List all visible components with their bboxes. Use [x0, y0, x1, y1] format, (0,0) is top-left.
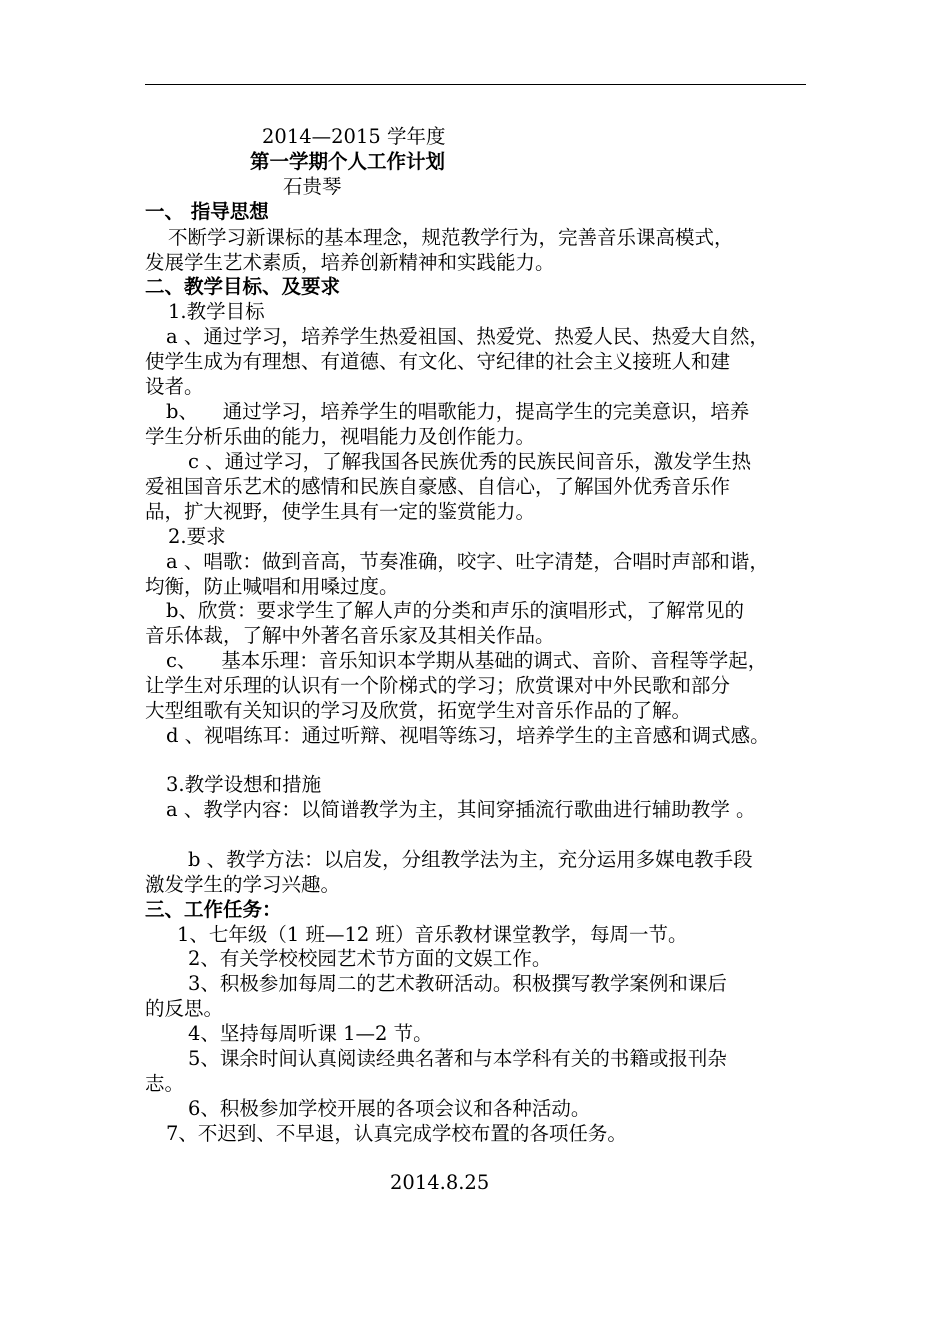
task-item: 7、不迟到、不早退，认真完成学校布置的各项任务。	[166, 1122, 627, 1145]
document-date: 2014.8.25	[390, 1171, 490, 1194]
paragraph-line: 不断学习新课标的基本理念，规范教学行为，完善音乐课高模式，	[168, 226, 734, 249]
task-item: 志。	[145, 1072, 185, 1095]
subsection-heading: 3.教学设想和措施	[166, 773, 322, 796]
section-3-heading: 三、工作任务：	[145, 898, 282, 921]
paragraph-line: c 、通过学习，了解我国各民族优秀的民族民间音乐，激发学生热	[188, 450, 752, 473]
paragraph-line: 学生分析乐曲的能力，视唱能力及创作能力。	[145, 425, 536, 448]
author-name: 石贵琴	[283, 175, 342, 198]
academic-year: 2014—2015 学年度	[262, 125, 446, 148]
paragraph-line: 让学生对乐理的认识有一个阶梯式的学习；欣赏课对中外民歌和部分	[145, 674, 731, 697]
paragraph-line: 大型组歌有关知识的学习及欣赏，拓宽学生对音乐作品的了解。	[145, 699, 692, 722]
task-item: 3、积极参加每周二的艺术教研活动。积极撰写教学案例和课后	[188, 972, 727, 995]
paragraph-line: a 、通过学习，培养学生热爱祖国、热爱党、热爱人民、热爱大自然，	[166, 325, 769, 348]
task-item: 的反思。	[145, 997, 224, 1020]
task-item: 1、七年级（1 班—12 班）音乐教材课堂教学，每周一节。	[177, 923, 688, 946]
paragraph-line: 爱祖国音乐艺术的感情和民族自豪感、自信心，了解国外优秀音乐作	[145, 475, 731, 498]
subsection-heading: 1.教学目标	[168, 300, 265, 323]
paragraph-line: 品，扩大视野，使学生具有一定的鉴赏能力。	[145, 500, 536, 523]
subsection-heading: 2.要求	[168, 525, 226, 548]
task-item: 4、坚持每周听课 1—2 节。	[188, 1022, 433, 1045]
task-item: 6、积极参加学校开展的各项会议和各种活动。	[188, 1097, 591, 1120]
paragraph-line: d 、视唱练耳：通过听辩、视唱等练习，培养学生的主音感和调式感。	[166, 724, 770, 747]
paragraph-line: c、 基本乐理：音乐知识本学期从基础的调式、音阶、音程等学起，	[166, 649, 768, 672]
paragraph-line: 均衡，防止喊唱和用嗓过度。	[145, 575, 399, 598]
paragraph-line: a 、教学内容：以简谱教学为主，其间穿插流行歌曲进行辅助教学 。	[166, 798, 756, 821]
section-2-heading: 二、教学目标、及要求	[145, 275, 341, 298]
paragraph-line: 音乐体裁，了解中外著名音乐家及其相关作品。	[145, 624, 555, 647]
paragraph-line: a 、唱歌：做到音高，节奏准确，咬字、吐字清楚，合唱时声部和谐，	[166, 550, 769, 573]
paragraph-line: 发展学生艺术素质，培养创新精神和实践能力。	[145, 251, 555, 274]
paragraph-line: b 、教学方法：以启发，分组教学法为主，充分运用多媒电教手段	[188, 848, 753, 871]
paragraph-line: 使学生成为有理想、有道德、有文化、守纪律的社会主义接班人和建	[145, 350, 731, 373]
paragraph-line: 激发学生的学习兴趣。	[145, 873, 341, 896]
paragraph-line: b、 通过学习，培养学生的唱歌能力，提高学生的完美意识，培养	[166, 400, 750, 423]
task-item: 5、课余时间认真阅读经典名著和与本学科有关的书籍或报刊杂	[188, 1047, 727, 1070]
paragraph-line: 设者。	[145, 375, 204, 398]
paragraph-line: b、欣赏：要求学生了解人声的分类和声乐的演唱形式，了解常见的	[166, 599, 744, 622]
header-rule	[145, 84, 806, 85]
task-item: 2、有关学校校园艺术节方面的文娱工作。	[188, 947, 552, 970]
section-1-heading: 一、 指导思想	[145, 200, 269, 223]
document-title: 第一学期个人工作计划	[250, 150, 446, 173]
